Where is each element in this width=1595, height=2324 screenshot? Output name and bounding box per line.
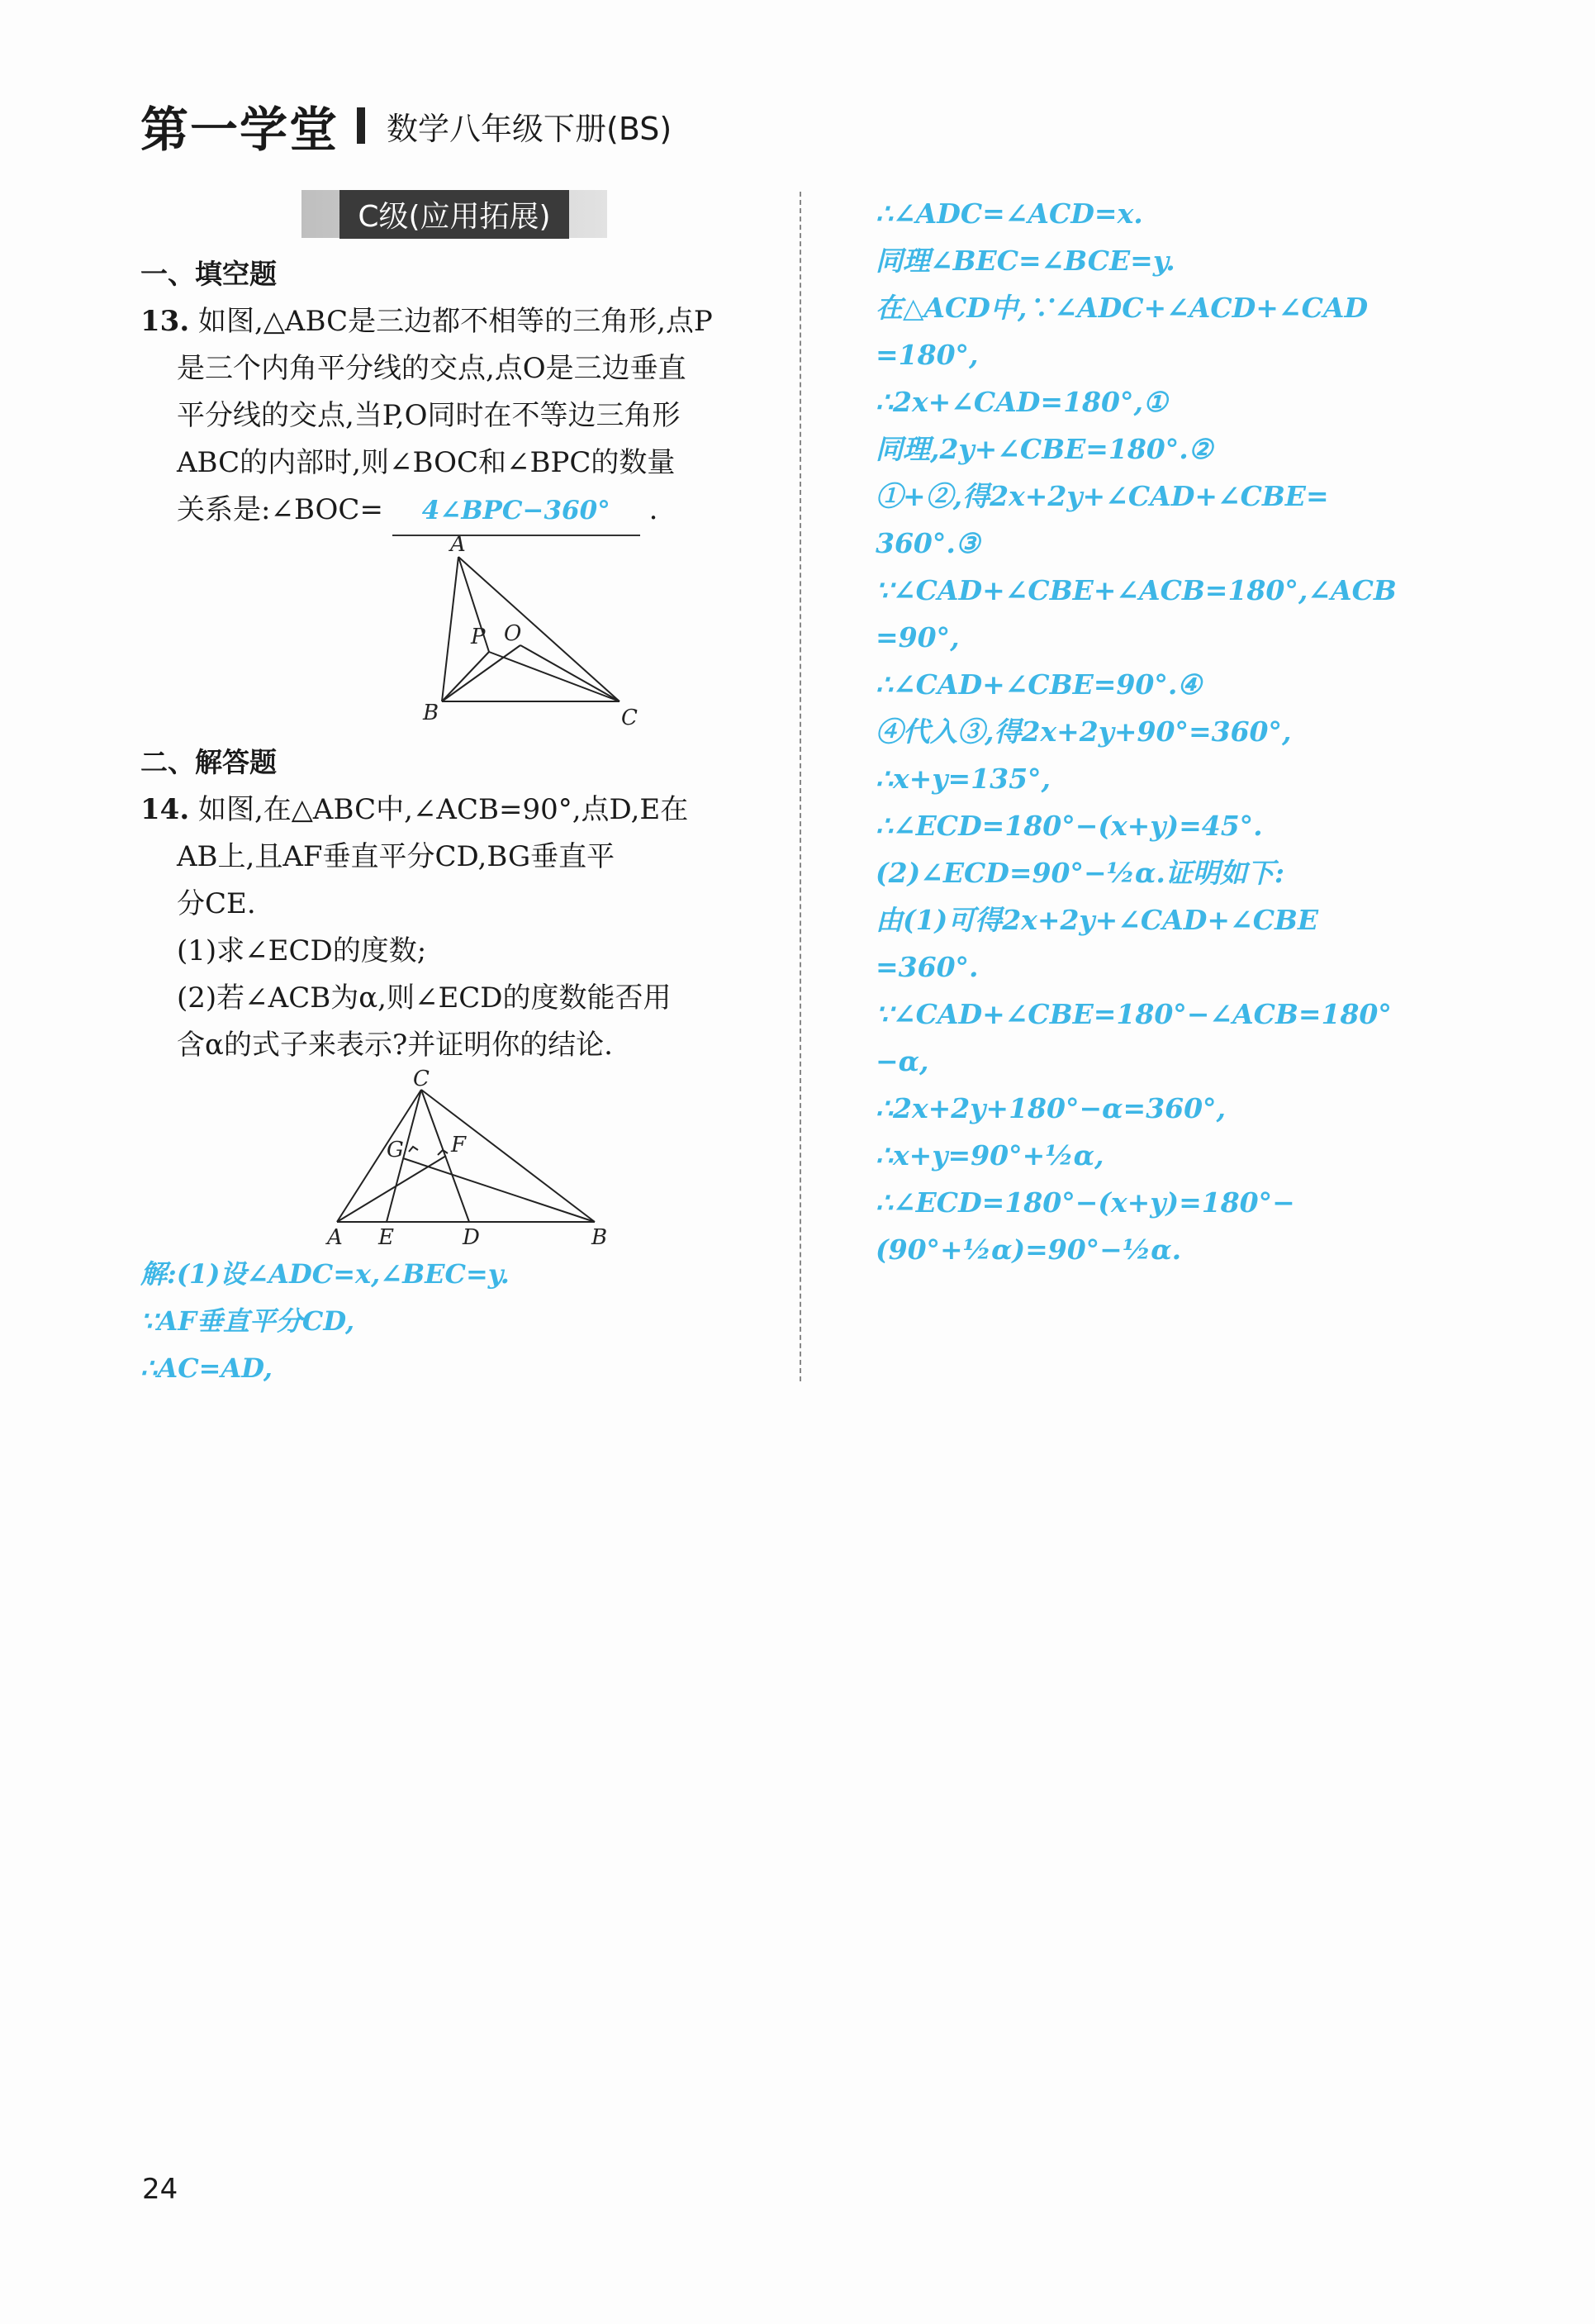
solution-line: ∴2x+2y+180°−α=360°, (876, 1092, 1227, 1124)
level-label: C级(应用拓展) (339, 190, 568, 239)
book-title: 数学八年级下册(BS) (387, 110, 672, 147)
q14-line: 如图,在△ABC中,∠ACB=90°,点D,E在 (197, 793, 689, 826)
brand-title: 第一学堂 (140, 102, 339, 158)
question-14 (140, 787, 776, 928)
solution-line: ∴x+y=90°+½α, (876, 1139, 1104, 1172)
solution-line: ∴∠CAD+∠CBE=90°.④ (876, 668, 1202, 701)
section-fill-blank: 一、填空题 (140, 258, 277, 290)
q13-answer-blank: 4∠BPC−360° (392, 487, 640, 536)
q13-line: 如图,△ABC是三边都不相等的三角形,点P (197, 305, 713, 338)
solution-line: ∵∠CAD+∠CBE+∠ACB=180°,∠ACB (876, 574, 1397, 606)
q14-label-f: F (451, 1133, 467, 1157)
solution-line: ∵AF垂直平分CD, (140, 1305, 355, 1337)
q14-line: AB上,且AF垂直平分CD,BG垂直平 (177, 840, 615, 873)
q13-triangle-figure (347, 536, 677, 726)
solution-line: ④代入③,得2x+2y+90°=360°, (876, 715, 1292, 748)
q13-suffix: . (648, 493, 658, 526)
solution-line: =90°, (876, 621, 960, 653)
q13-label-p: P (471, 625, 486, 649)
q13-number: 13. (140, 305, 190, 338)
q14-label-c: C (413, 1069, 430, 1091)
q14-line: 分CE. (177, 887, 256, 920)
q13-prefix: 关系是:∠BOC= (177, 493, 383, 526)
header-divider (357, 107, 365, 144)
q13-label-o: O (504, 621, 522, 646)
solution-line: ∴∠ECD=180°−(x+y)=180°− (876, 1186, 1295, 1219)
q14-number: 14. (140, 793, 190, 826)
q13-label-c: C (621, 706, 638, 726)
q14-part-2: 含α的式子来表示?并证明你的结论. (177, 1029, 613, 1062)
q14-part-2: (2)若∠ACB为α,则∠ECD的度数能否用 (177, 981, 672, 1015)
solution-line: ∴∠ADC=∠ACD=x. (876, 197, 1143, 230)
solution-line: −α, (876, 1045, 929, 1077)
question-13 (140, 298, 776, 536)
q14-label-d: D (463, 1225, 480, 1250)
q14-triangle-figure (322, 1069, 653, 1251)
solution-right (876, 190, 1470, 1273)
section-solve: 二、解答题 (140, 746, 277, 778)
solution-line: ①+②,得2x+2y+∠CAD+∠CBE= (876, 480, 1329, 512)
q14-part-1: (1)求∠ECD的度数; (177, 934, 427, 967)
page-number: 24 (142, 2173, 178, 2206)
solution-line: (2)∠ECD=90°−½α.证明如下: (876, 857, 1285, 889)
solution-left (140, 1251, 776, 1392)
q14-label-b: B (591, 1225, 608, 1250)
q13-line: 平分线的交点,当P,O同时在不等边三角形 (177, 399, 681, 432)
solution-line: 解:(1)设∠ADC=x,∠BEC=y. (140, 1258, 510, 1290)
solution-line: ∴2x+∠CAD=180°,① (876, 386, 1168, 418)
q13-line: ABC的内部时,则∠BOC和∠BPC的数量 (177, 446, 676, 479)
q14-label-g: G (387, 1138, 404, 1162)
solution-line: ∴∠ECD=180°−(x+y)=45°. (876, 810, 1263, 842)
q14-label-a: A (327, 1225, 343, 1250)
solution-line: =180°, (876, 339, 979, 371)
q13-label-a: A (450, 536, 466, 557)
q14-label-e: E (378, 1225, 394, 1250)
solution-line: =360°. (876, 951, 979, 983)
solution-line: 由(1)可得2x+2y+∠CAD+∠CBE (876, 904, 1319, 936)
q13-label-b: B (423, 701, 439, 725)
solution-line: ∵∠CAD+∠CBE=180°−∠ACB=180° (876, 998, 1392, 1030)
left-column (140, 190, 776, 1392)
solution-line: ∴AC=AD, (140, 1352, 273, 1384)
solution-line: 在△ACD中,∵∠ADC+∠ACD+∠CAD (876, 292, 1369, 324)
solution-line: ∴x+y=135°, (876, 763, 1051, 795)
level-banner (301, 190, 607, 238)
q13-line: 是三个内角平分线的交点,点O是三边垂直 (177, 352, 686, 385)
page-header (140, 93, 672, 159)
solution-line: 360°.③ (876, 527, 980, 559)
solution-line: (90°+½α)=90°−½α. (876, 1233, 1182, 1266)
column-divider (800, 192, 801, 1381)
solution-line: 同理,2y+∠CBE=180°.② (876, 433, 1213, 465)
solution-line: 同理∠BEC=∠BCE=y. (876, 245, 1175, 277)
